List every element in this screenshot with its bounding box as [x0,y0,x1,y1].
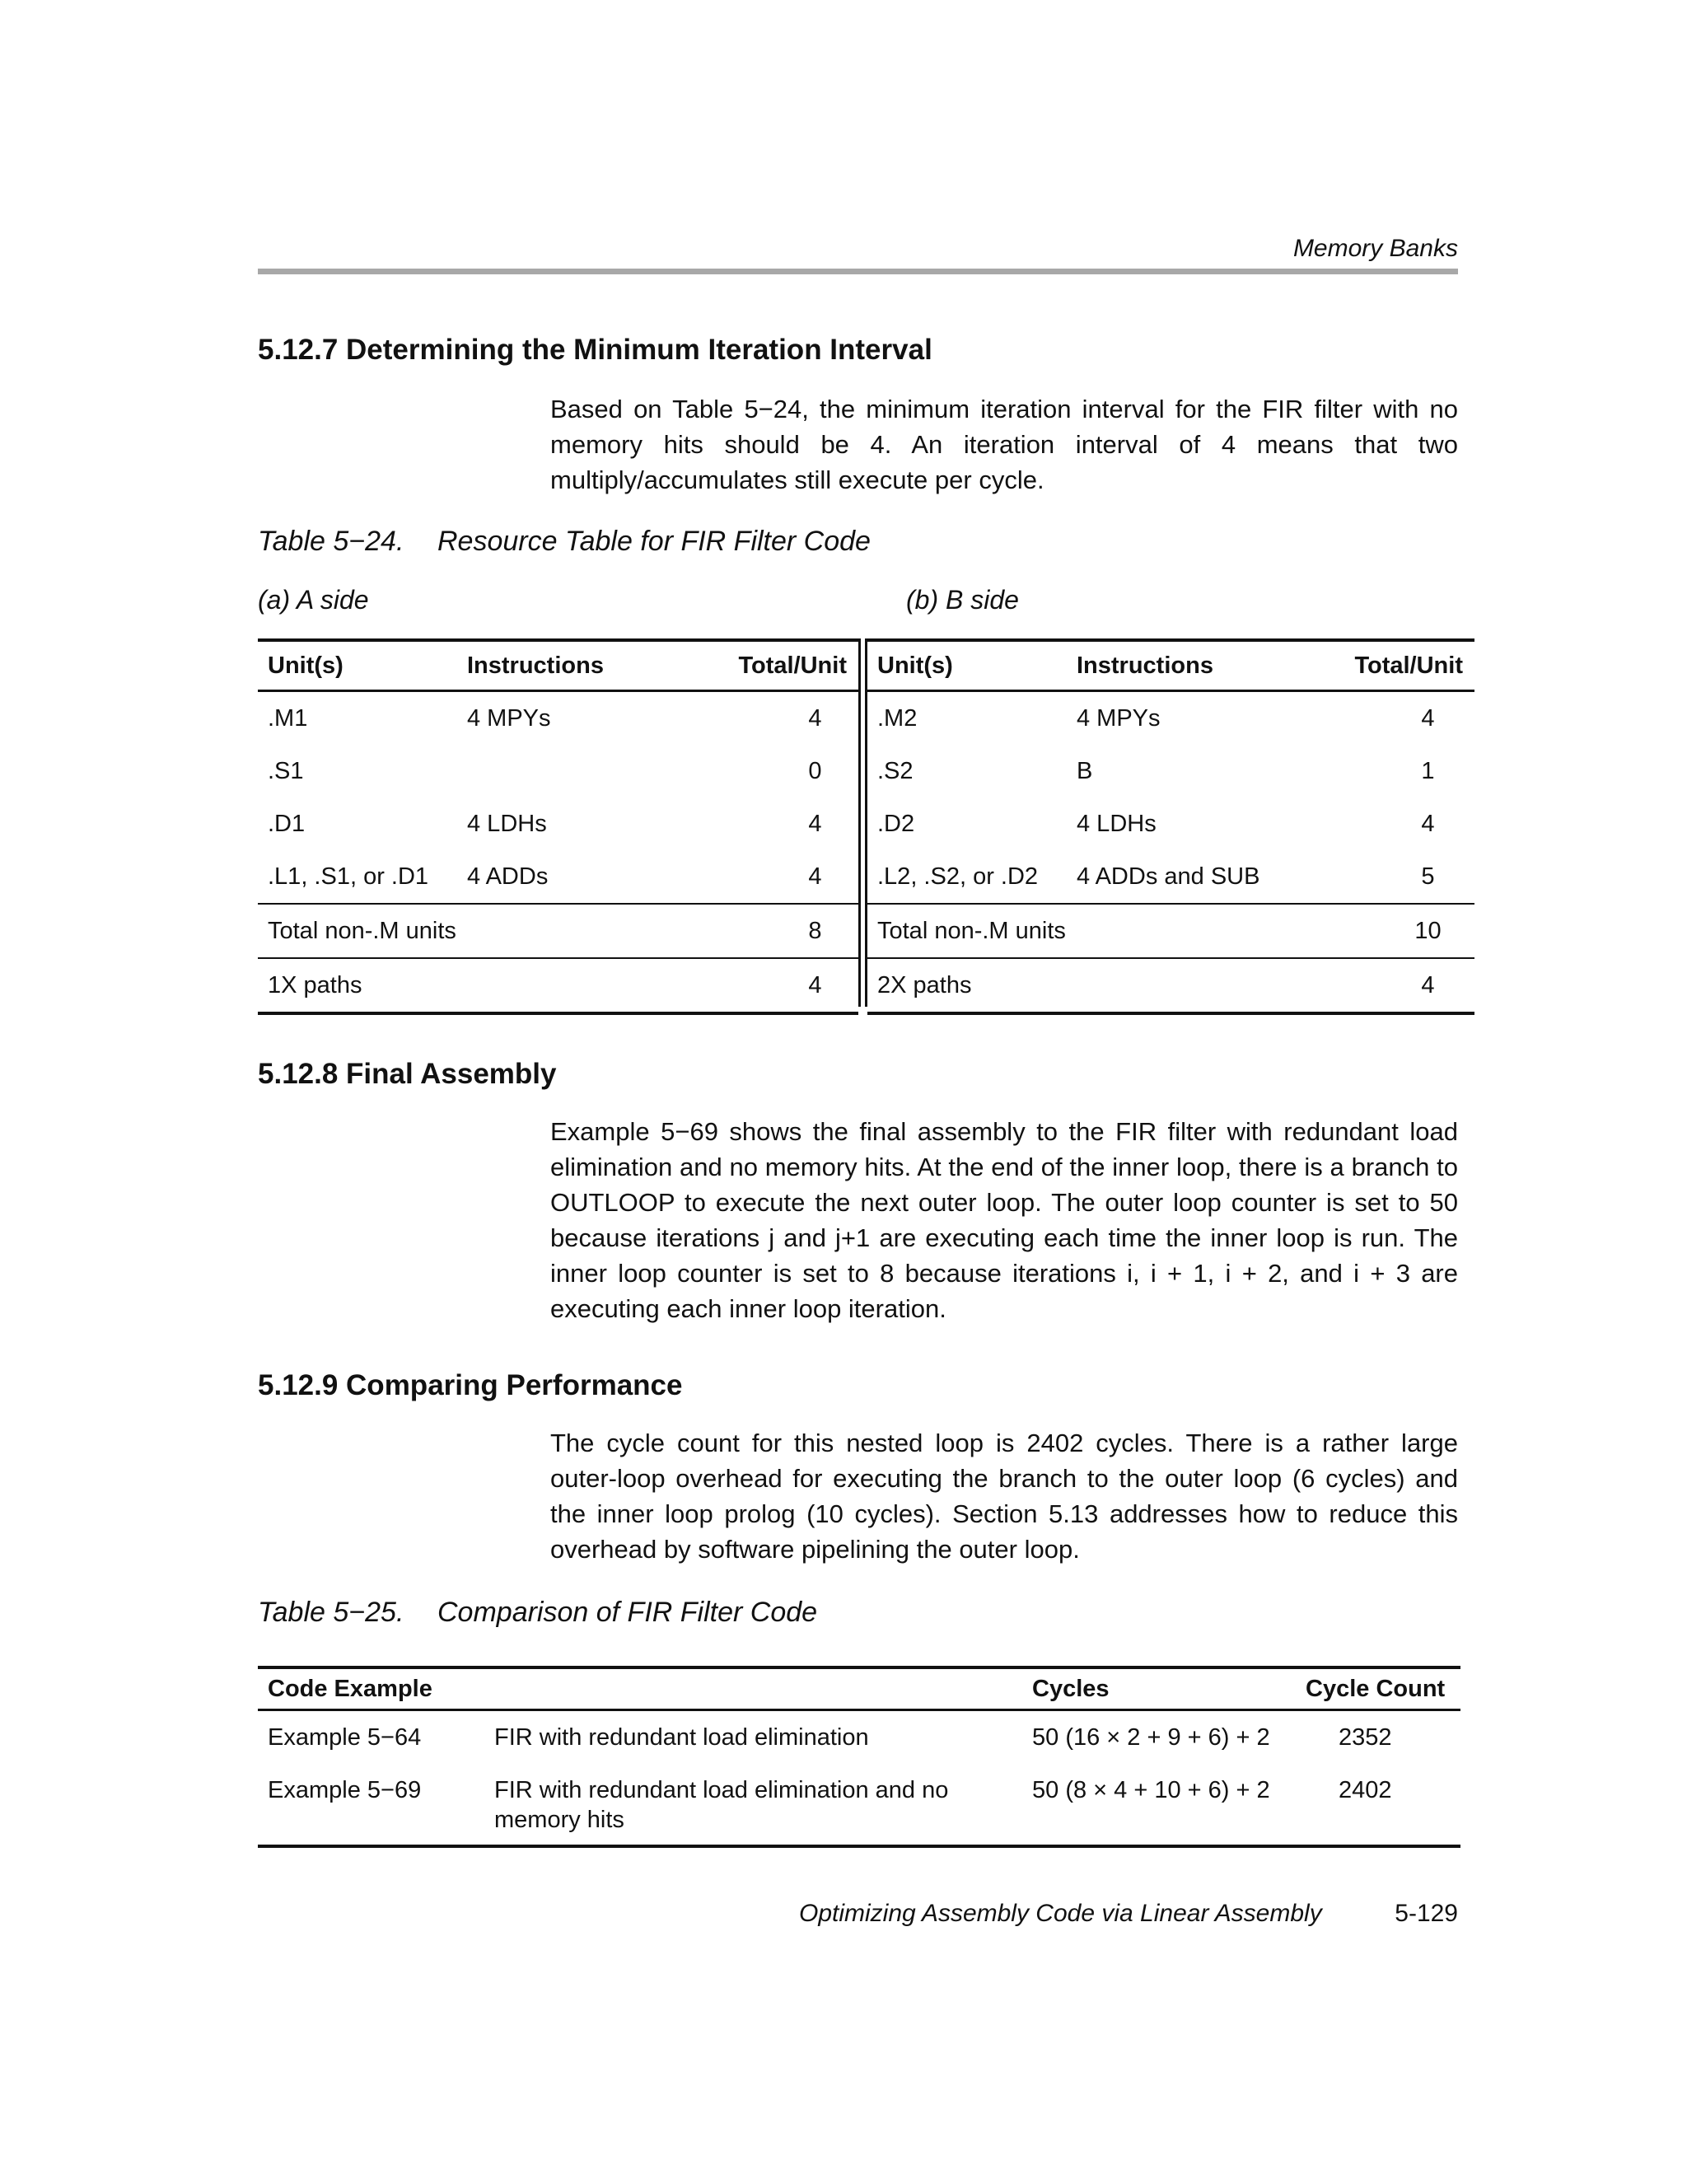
cell-total: 10 [1299,904,1474,958]
table-row [867,850,1474,904]
header-units: Unit(s) [258,640,457,691]
cell-instructions: 4 LDHs [467,810,547,837]
table-24-title: Resource Table for FIR Filter Code [437,526,871,557]
footer-chapter-title: Optimizing Assembly Code via Linear Assembly [799,1900,1322,1927]
heading-5-12-8: 5.12.8 Final Assembly [258,1058,557,1090]
cell-total: 4 [808,704,822,732]
cell-total: 4 [689,958,858,1013]
cell-instructions [457,745,689,797]
cell-total: 5 [1421,863,1435,890]
table-25-caption [258,1597,817,1629]
cell-total: 8 [689,904,858,958]
cell-cycles: 50 (16 × 2 + 9 + 6) + 2 [1032,1724,1270,1751]
table-row [258,691,858,746]
paragraph-5-12-7: Based on Table 5−24, the minimum iteration interval for the FIR filter with no memory hits should be 4. An iteration interval of 4 means that two multiply/accumulates still execute per cycle. [550,395,1458,494]
header-instructions: Instructions [457,640,689,691]
resource-table-b [867,638,1474,1015]
running-header: Memory Banks [1292,235,1458,262]
cell-unit: .M1 [268,704,308,732]
cell-description: FIR with redundant load elimination and no memory hits [494,1777,949,1833]
cell-total-label: Total non-.M units [867,904,1299,958]
table-row [867,691,1474,746]
cell-total: 4 [1299,958,1474,1013]
header-description [484,1667,1022,1710]
table-row [258,797,858,850]
table-24-caption [258,526,871,558]
header-code-example: Code Example [258,1667,484,1710]
cell-total-label: 2X paths [867,958,1299,1013]
cell-unit: .M2 [877,704,918,732]
header-rule [258,269,1458,274]
cell-unit: .L2, .S2, or .D2 [877,863,1039,890]
header-total-unit: Total/Unit [689,640,858,691]
cell-instructions: 4 ADDs [467,863,549,890]
cell-total-label: 1X paths [258,958,689,1013]
header-cycles: Cycles [1022,1667,1296,1710]
cell-code-example: Example 5−64 [268,1724,422,1751]
cell-total: 4 [1421,704,1435,732]
table-row [258,1710,1460,1765]
resource-table-a [258,638,858,1015]
cell-instructions: 4 ADDs and SUB [1077,863,1260,890]
cell-total: 4 [1421,810,1435,837]
cell-unit: .L1, .S1, or .D1 [268,863,429,890]
table-header-row [258,640,858,691]
table-header-row [258,1667,1460,1710]
cell-total: 1 [1421,757,1435,784]
footer-page-number: 5-129 [1395,1900,1458,1927]
table-25-number: Table 5−25. [258,1597,404,1628]
cell-total: 4 [808,863,822,890]
table-24-b-caption: (b) B side [906,585,1019,615]
table-header-row [867,640,1474,691]
table-total-row [867,904,1474,958]
table-total-row [258,958,858,1013]
cell-unit: .D2 [877,810,915,837]
table-25-title: Comparison of FIR Filter Code [437,1597,818,1628]
table-row [258,1764,1460,1846]
heading-5-12-9: 5.12.9 Comparing Performance [258,1369,683,1401]
heading-5-12-7: 5.12.7 Determining the Minimum Iteration Interval [258,334,932,366]
table-row [258,745,858,797]
cell-total: 4 [808,810,822,837]
cell-description: FIR with redundant load elimination [494,1724,869,1751]
cell-cycle-count: 2402 [1339,1777,1392,1803]
header-instructions: Instructions [1067,640,1299,691]
paragraph-5-12-8: Example 5−69 shows the final assembly to the FIR filter with redundant load elimination and no memory hits. At the end of the inner loop, there is a branch to OUTLOOP to execute the next outer loop. The outer loop counter is set to 50 because iterations j and j+1 are executing each time the inner loop is run. The inner loop counter is set to 8 because iterations i, i + 1, i + 2, and i + 3 are executing each inner loop iteration. [550,1117,1458,1323]
cell-unit: .S2 [877,757,914,784]
cell-instructions: 4 MPYs [467,704,551,732]
cell-total: 0 [808,757,822,784]
cell-code-example: Example 5−69 [268,1777,422,1803]
cell-cycle-count: 2352 [1339,1724,1392,1751]
table-24-number: Table 5−24. [258,526,404,557]
header-cycle-count: Cycle Count [1296,1667,1460,1710]
cell-cycles: 50 (8 × 4 + 10 + 6) + 2 [1032,1777,1270,1803]
cell-unit: .S1 [268,757,304,784]
table-divider-line [858,638,861,1007]
cell-unit: .D1 [268,810,306,837]
comparison-table [258,1666,1460,1848]
header-total-unit: Total/Unit [1299,640,1474,691]
cell-instructions: 4 MPYs [1077,704,1161,732]
cell-instructions: B [1077,757,1093,784]
table-row [258,850,858,904]
cell-total-label: Total non-.M units [258,904,689,958]
table-row [867,797,1474,850]
table-total-row [867,958,1474,1013]
paragraph-5-12-9: The cycle count for this nested loop is 2402 cycles. There is a rather large outer-loop overhead for executing the branch to the outer loop (6 cycles) and the inner loop prolog (10 cycles). Section 5.13 addresses how to reduce this overhead by software pipelining the outer loop. [550,1429,1458,1564]
table-row [867,745,1474,797]
header-units: Unit(s) [867,640,1067,691]
table-total-row [258,904,858,958]
cell-instructions: 4 LDHs [1077,810,1157,837]
table-24-a-caption: (a) A side [258,585,369,615]
